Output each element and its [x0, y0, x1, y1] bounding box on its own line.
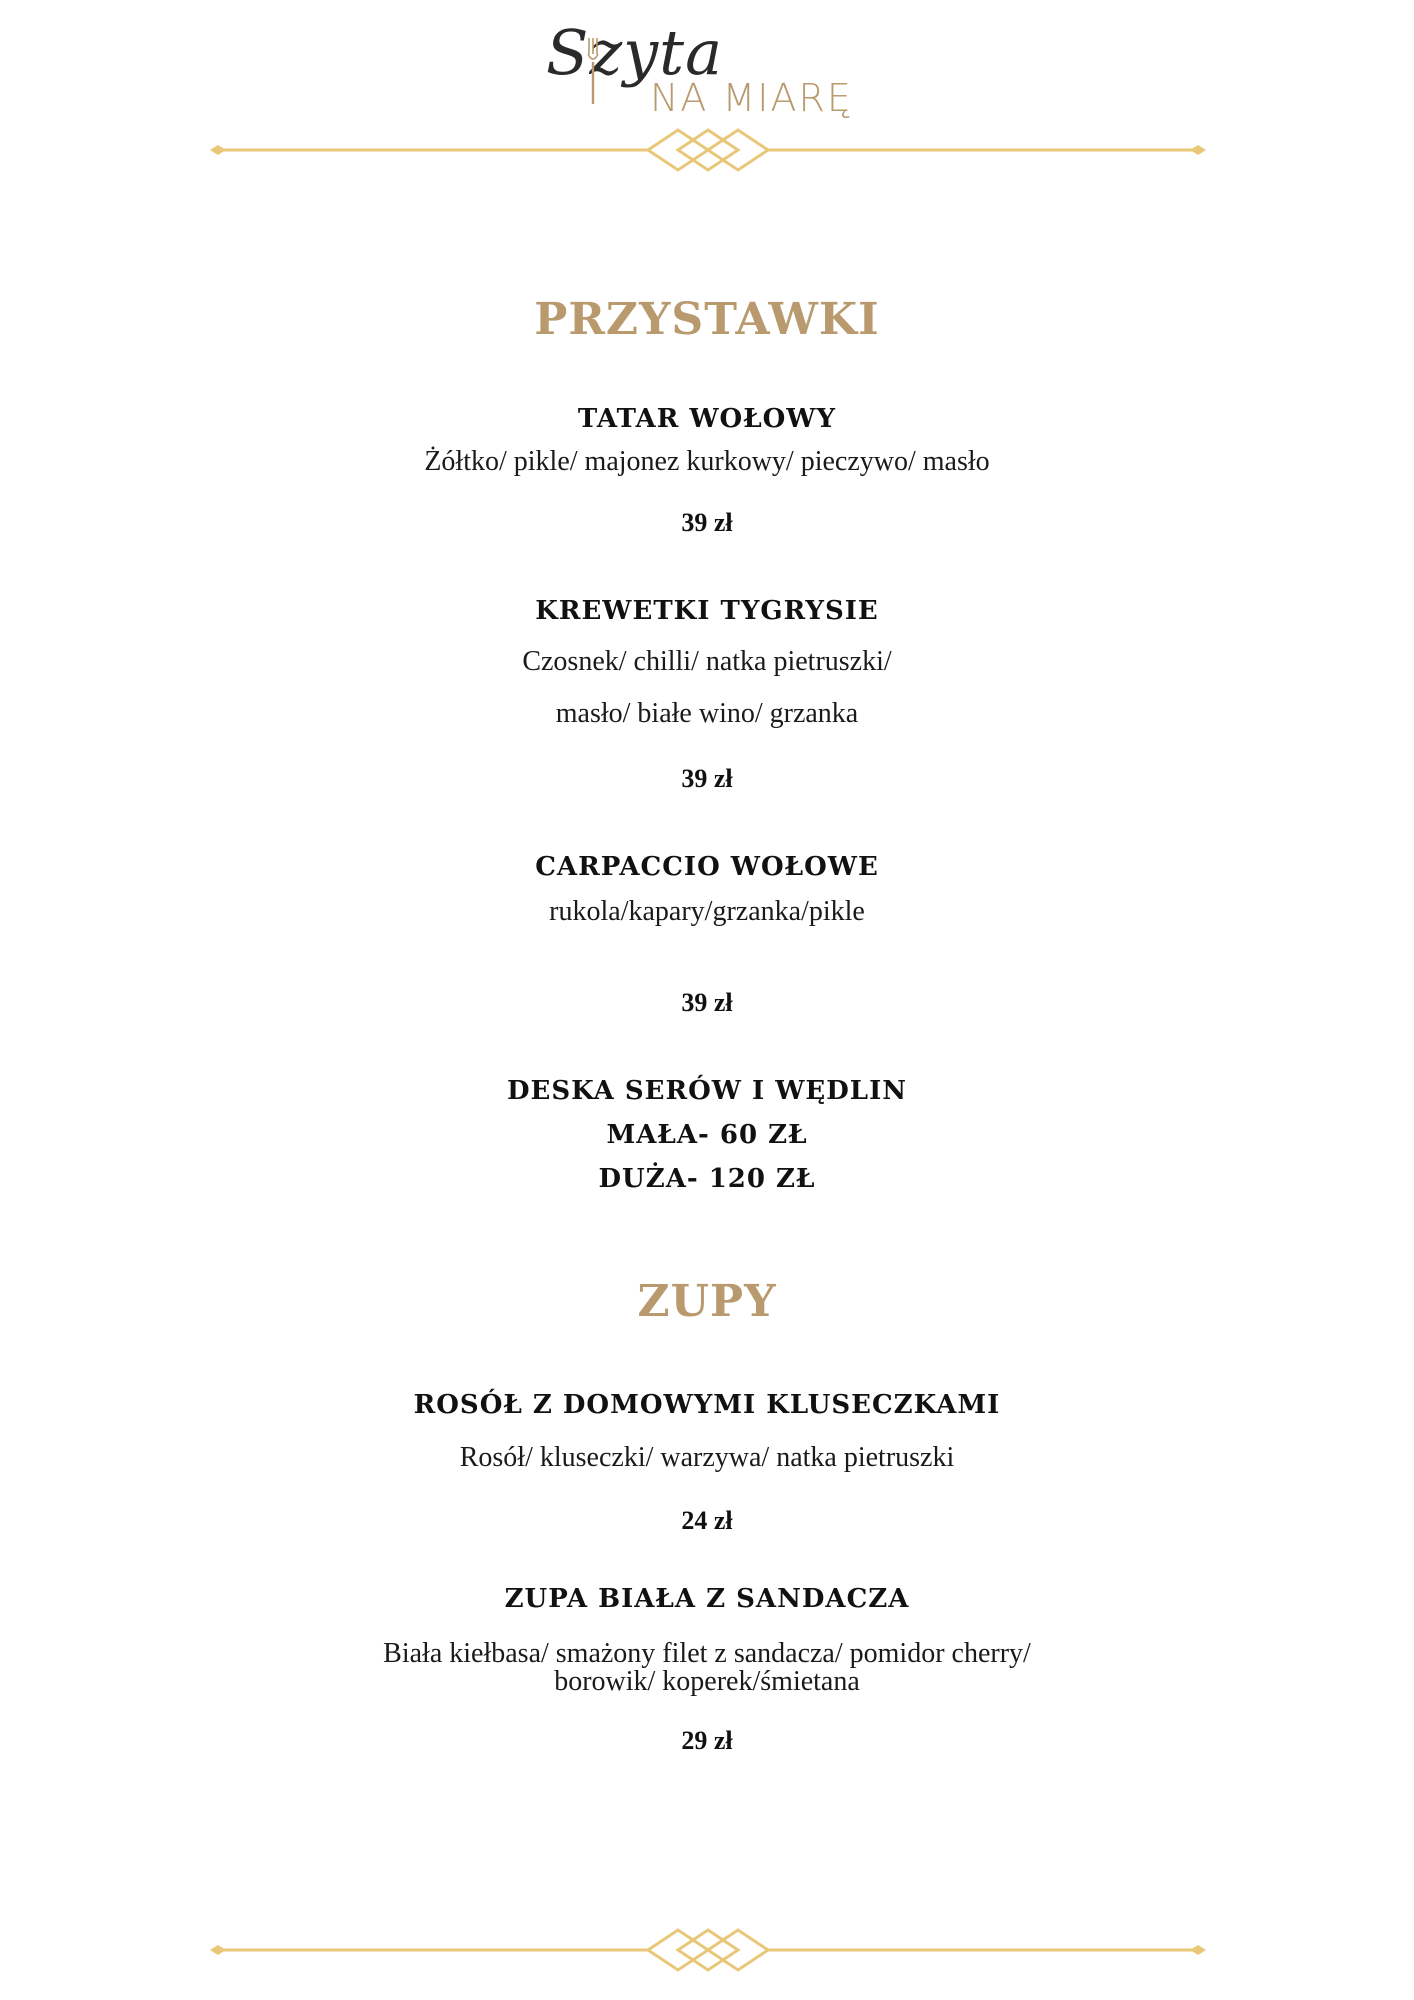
section-title-przystawki: PRZYSTAWKI — [534, 294, 880, 345]
dish-size-small: MAŁA- 60 ZŁ — [606, 1120, 808, 1150]
dish-name-rosol: ROSÓŁ Z DOMOWYMI KLUSECZKAMI — [413, 1390, 1001, 1420]
dish-price-rosol: 24 zł — [681, 1506, 733, 1535]
dish-desc-krewetki-line2: masło/ białe wino/ grzanka — [555, 698, 859, 729]
ornamental-divider-top — [210, 120, 1206, 180]
dish-desc-krewetki-line1: Czosnek/ chilli/ natka pietruszki/ — [522, 646, 892, 677]
dish-name-tatar: TATAR WOŁOWY — [577, 404, 837, 434]
dish-desc-carpaccio: rukola/kapary/grzanka/pikle — [549, 896, 865, 927]
dish-price-zupa-biala: 29 zł — [681, 1726, 733, 1755]
dish-name-krewetki: KREWETKI TYGRYSIE — [535, 596, 879, 626]
dish-desc-tatar: Żółtko/ pikle/ majonez kurkowy/ pieczywo/ masło — [424, 446, 990, 477]
dish-price-tatar: 39 zł — [681, 508, 733, 537]
dish-desc-zupa-biala-line1: Biała kiełbasa/ smażony filet z sandacza/ pomidor cherry/ — [383, 1638, 1031, 1669]
dish-desc-zupa-biala-line2: borowik/ koperek/śmietana — [554, 1666, 860, 1697]
fork-icon — [586, 36, 600, 106]
dish-name-carpaccio: CARPACCIO WOŁOWE — [535, 852, 879, 882]
ornamental-divider-bottom — [210, 1920, 1206, 1980]
logo-script-text: Szyta — [546, 16, 724, 89]
section-title-zupy: ZUPY — [637, 1276, 777, 1327]
dish-size-large: DUŻA- 120 ZŁ — [598, 1164, 816, 1194]
dish-price-carpaccio: 39 zł — [681, 988, 733, 1017]
dish-desc-rosol: Rosół/ kluseczki/ warzywa/ natka pietruszki — [459, 1442, 955, 1473]
restaurant-logo — [546, 16, 886, 126]
logo-subtitle: NA MIARĘ — [650, 76, 853, 120]
dish-price-krewetki: 39 zł — [681, 764, 733, 793]
dish-name-zupa-biala: ZUPA BIAŁA Z SANDACZA — [504, 1584, 910, 1614]
dish-name-deska: DESKA SERÓW I WĘDLIN — [507, 1076, 907, 1106]
